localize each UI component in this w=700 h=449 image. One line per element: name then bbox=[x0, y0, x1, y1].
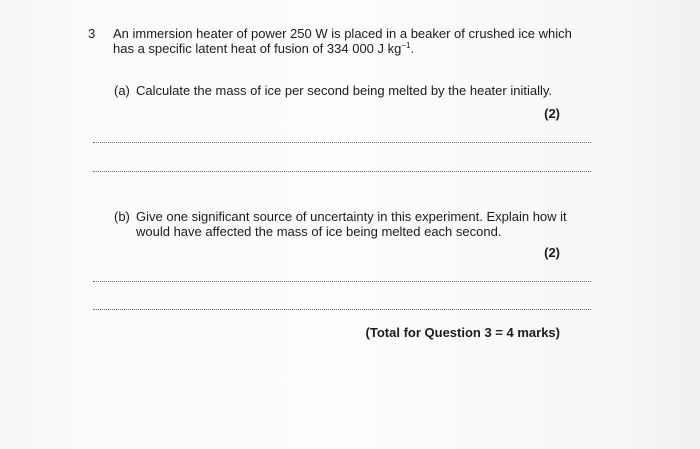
part-b-text-line-2: would have affected the mass of ice being melted each second. bbox=[136, 224, 502, 239]
answer-line-b1[interactable] bbox=[93, 281, 591, 282]
part-a-marks: (2) bbox=[544, 106, 560, 121]
part-a-text: Calculate the mass of ice per second being melted by the heater initially. bbox=[136, 83, 552, 98]
answer-line-b2[interactable] bbox=[93, 309, 591, 310]
stem-full-stop: . bbox=[410, 41, 415, 56]
part-b-label: (b) bbox=[114, 209, 130, 224]
question-stem bbox=[113, 26, 583, 58]
answer-line-a1[interactable] bbox=[93, 142, 591, 143]
part-a-label: (a) bbox=[114, 83, 130, 98]
question-stem-line-1: An immersion heater of power 250 W is placed in a beaker of crushed ice which bbox=[113, 26, 572, 41]
question-total-marks: (Total for Question 3 = 4 marks) bbox=[365, 325, 560, 340]
question-stem-line-2 bbox=[113, 41, 583, 58]
part-a-question bbox=[136, 83, 552, 98]
latent-heat-text: has a specific latent heat of fusion of 334 000 J kg bbox=[113, 41, 402, 56]
answer-line-a2[interactable] bbox=[93, 171, 591, 172]
part-b-marks: (2) bbox=[544, 245, 560, 260]
unit-exponent: −1 bbox=[401, 41, 411, 50]
question-number: 3 bbox=[88, 26, 96, 41]
part-b-text-line-1: Give one significant source of uncertainty in this experiment. Explain how it bbox=[136, 209, 567, 224]
part-b-question bbox=[136, 209, 567, 239]
